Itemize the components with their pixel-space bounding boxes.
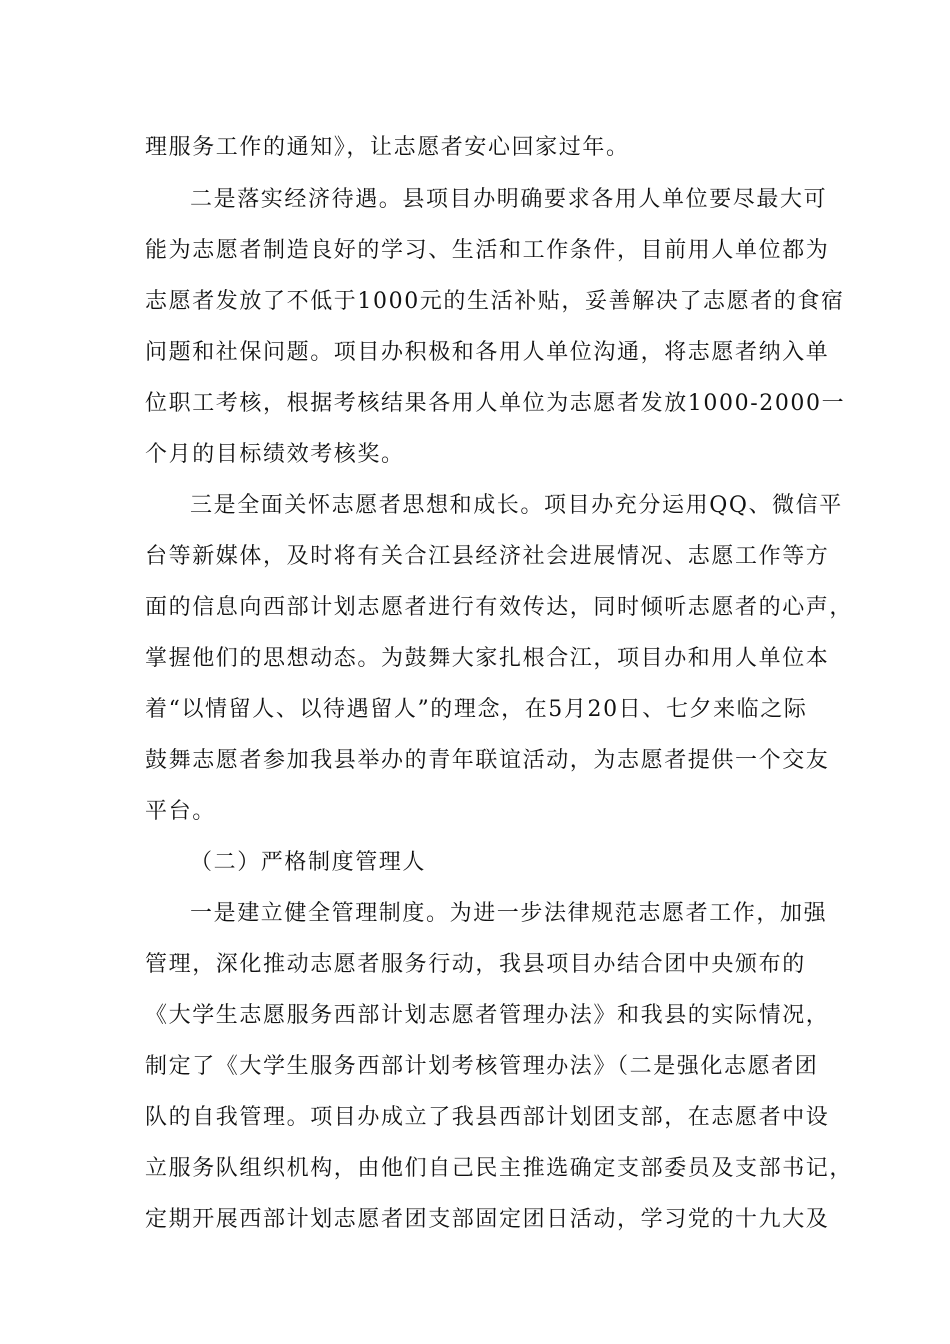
text-line: 志愿者发放了不低于1000元的生活补贴，妥善解决了志愿者的食宿 <box>145 289 845 314</box>
text-line: 台等新媒体，及时将有关合江县经济社会进展情况、志愿工作等方 <box>145 544 830 569</box>
paragraph-line: 一是建立健全管理制度。为进一步法律规范志愿者工作，加强 <box>190 901 828 926</box>
text-line: 《大学生志愿服务西部计划志愿者管理办法》和我县的实际情况， <box>145 1003 830 1028</box>
text-line: 平台。 <box>145 799 216 824</box>
text-line: 个月的目标绩效考核奖。 <box>145 442 405 467</box>
text-line: 面的信息向西部计划志愿者进行有效传达，同时倾听志愿者的心声， <box>145 595 854 620</box>
section-heading: （二）严格制度管理人 <box>190 850 427 875</box>
text-line: 能为志愿者制造良好的学习、生活和工作条件，目前用人单位都为 <box>145 238 830 263</box>
text-line: 队的自我管理。项目办成立了我县西部计划团支部，在志愿者中设 <box>145 1105 830 1130</box>
text-line: 位职工考核，根据考核结果各用人单位为志愿者发放1000-2000一 <box>145 391 846 416</box>
paragraph-line: 三是全面关怀志愿者思想和成长。项目办充分运用QQ、微信平 <box>190 493 843 518</box>
text-line: 定期开展西部计划志愿者团支部固定团日活动，学习党的十九大及 <box>145 1207 830 1232</box>
text-line: 管理，深化推动志愿者服务行动，我县项目办结合团中央颁布的 <box>145 952 806 977</box>
text-line: 着“以情留人、以待遇留人”的理念，在5月20日、七夕来临之际 <box>145 697 808 722</box>
text-line: 立服务队组织机构，由他们自己民主推选确定支部委员及支部书记， <box>145 1156 854 1181</box>
text-line: 问题和社保问题。项目办积极和各用人单位沟通，将志愿者纳入单 <box>145 340 830 365</box>
text-line: 理服务工作的通知》，让志愿者安心回家过年。 <box>145 135 630 160</box>
text-line: 鼓舞志愿者参加我县举办的青年联谊活动，为志愿者提供一个交友 <box>145 748 830 773</box>
paragraph-line: 二是落实经济待遇。县项目办明确要求各用人单位要尽最大可 <box>190 187 828 212</box>
text-line: 制定了《大学生服务西部计划考核管理办法》（二是强化志愿者团 <box>145 1054 819 1079</box>
text-line: 掌握他们的思想动态。为鼓舞大家扎根合江，项目办和用人单位本 <box>145 646 830 671</box>
